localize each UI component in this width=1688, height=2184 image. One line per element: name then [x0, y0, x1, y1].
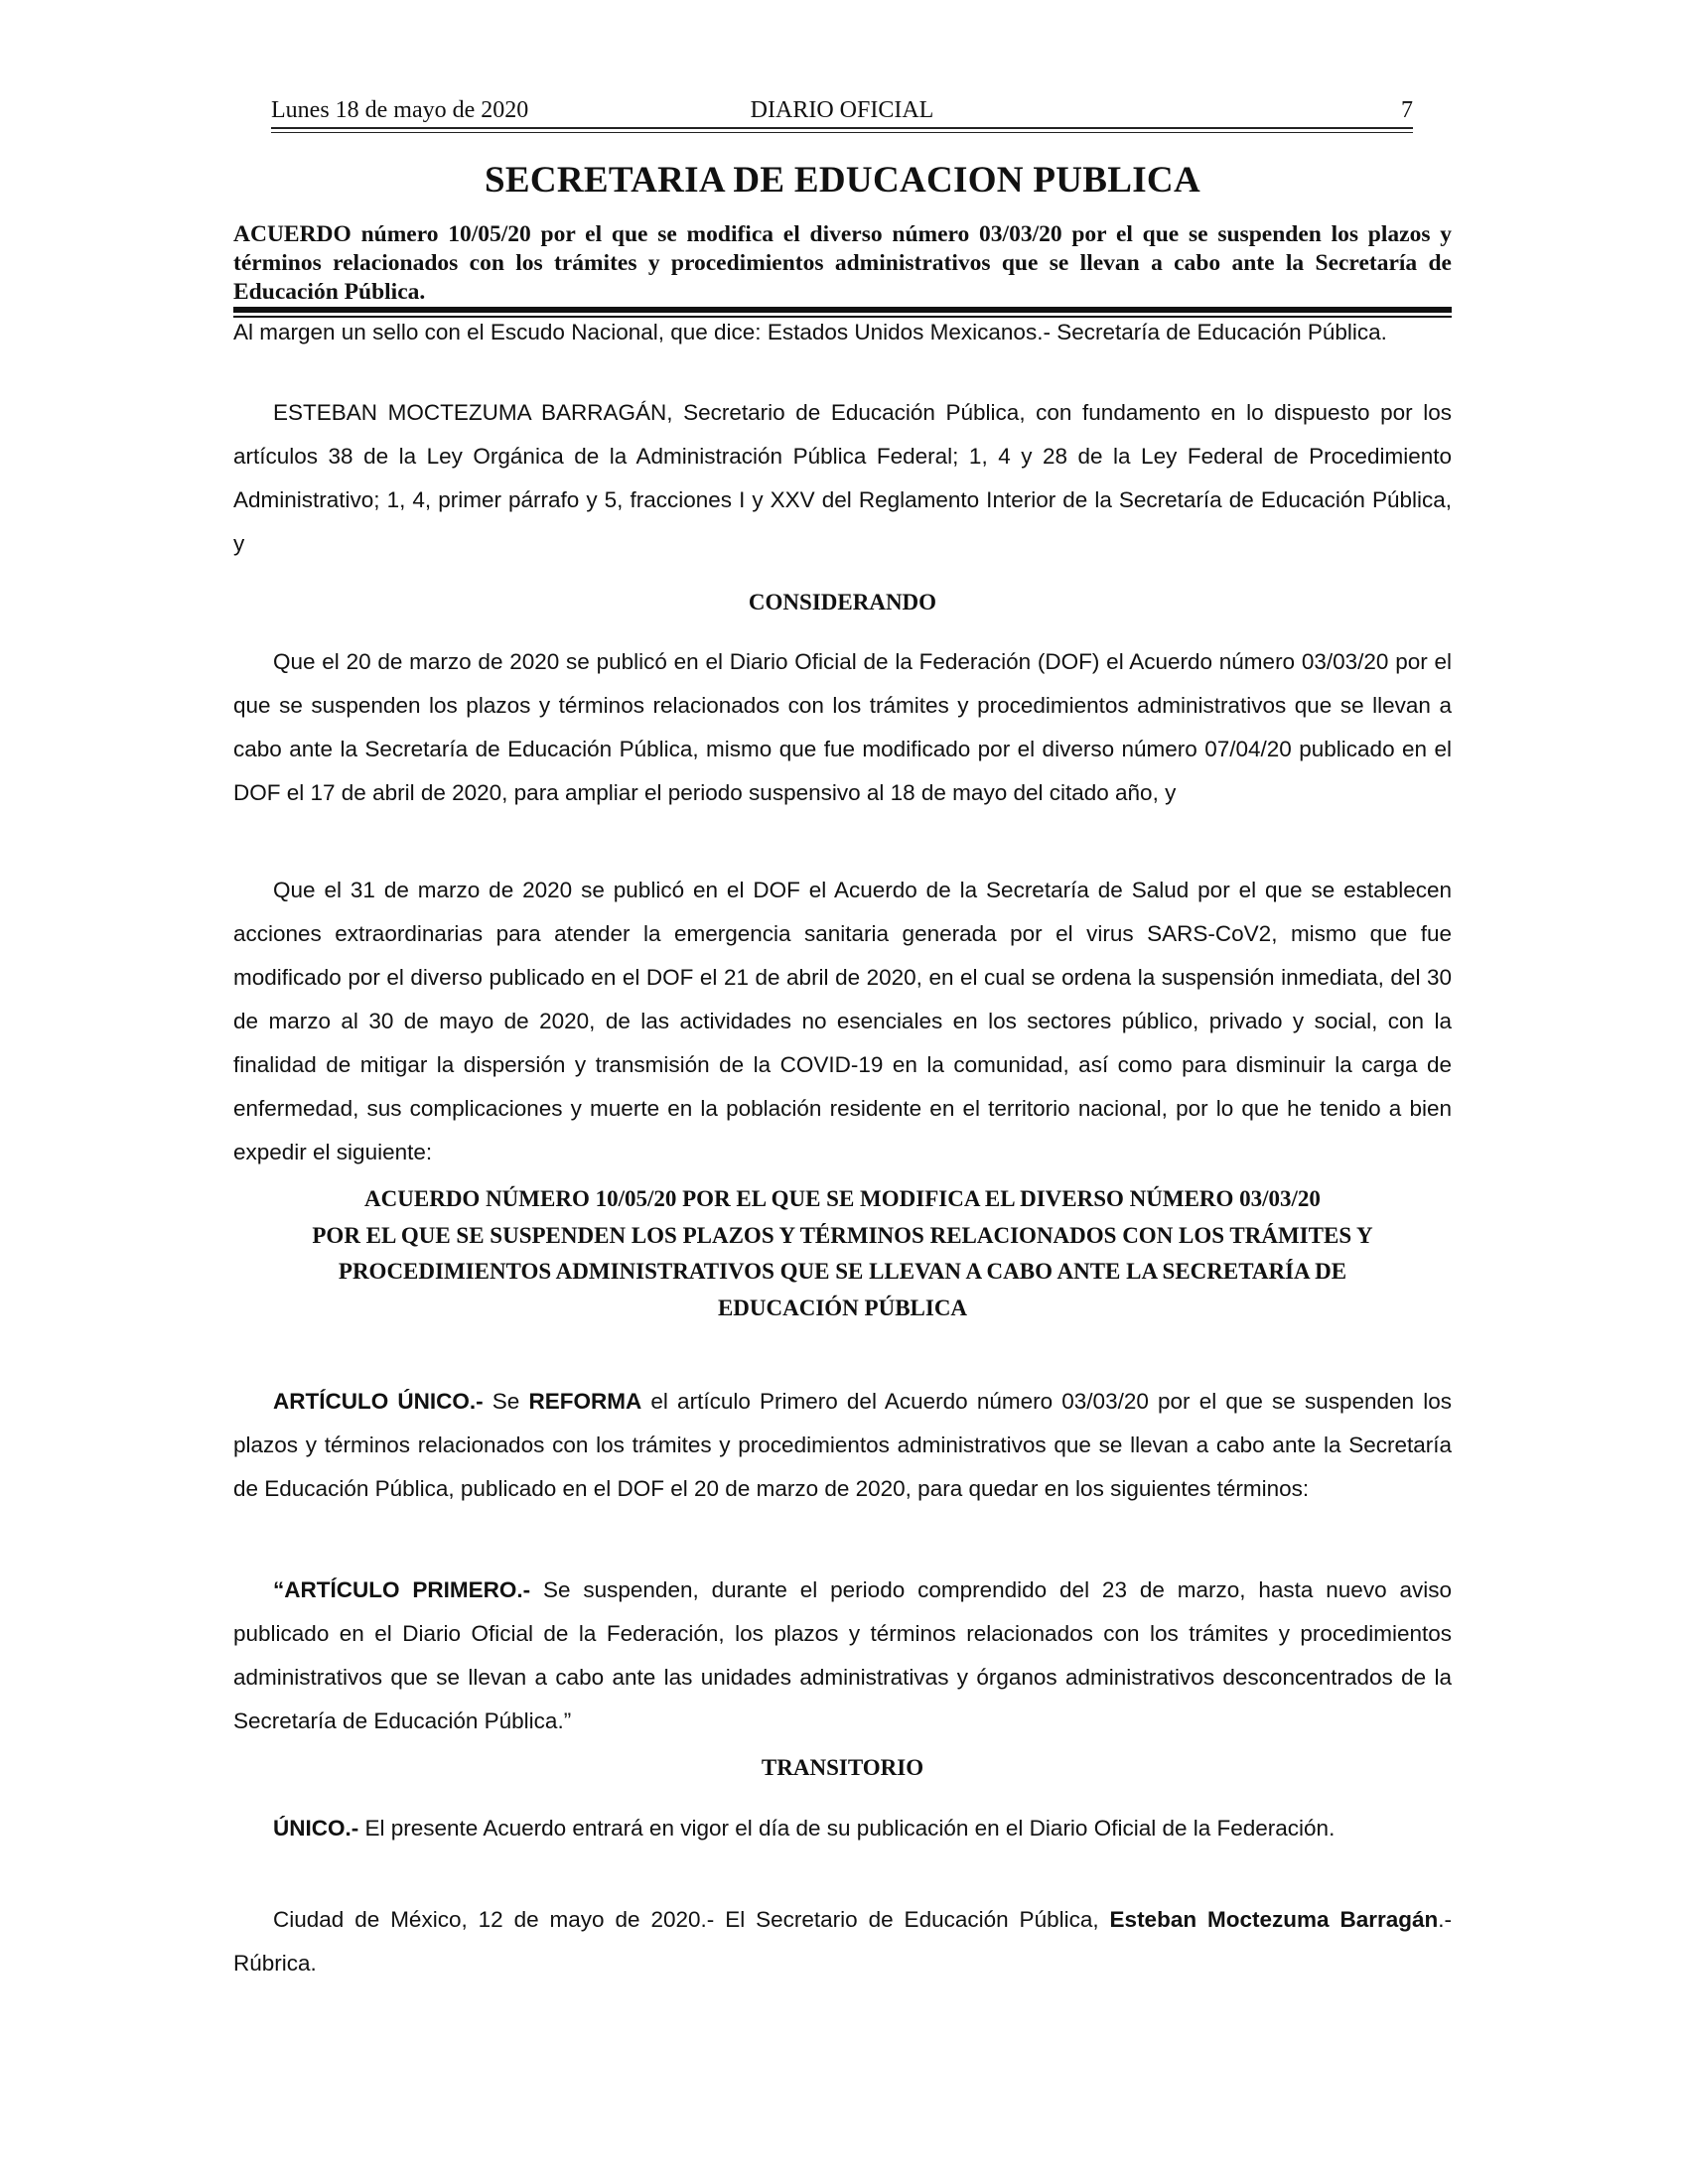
header-date: Lunes 18 de mayo de 2020: [271, 97, 529, 123]
acuerdo-heading-line: POR EL QUE SE SUSPENDEN LOS PLAZOS Y TÉRMINOS RELACIONADOS CON LOS TRÁMITES Y: [312, 1222, 1373, 1248]
acuerdo-heading: [233, 1181, 1452, 1326]
acuerdo-heading-line: EDUCACIÓN PÚBLICA: [717, 1295, 968, 1320]
articulo-primero-text: Se suspenden, durante el periodo comprendido del 23 de marzo, hasta nuevo aviso publicado en el Diario Oficial de la Federación, los plazos y términos relacionados con los trámites y procedimientos administrativos que se llevan a cabo ante las unidades administrativas y órganos administrativos desconcentrados de la Secretaría de Educación Pública.”: [233, 1577, 1452, 1733]
articulo-unico-paragraph: [233, 1380, 1452, 1511]
running-header: [271, 97, 1413, 127]
unico-label: ÚNICO.-: [273, 1816, 359, 1841]
closing-suffix: .- Rúbrica.: [233, 1907, 1452, 1976]
section-title: SECRETARIA DE EDUCACION PUBLICA: [485, 160, 1200, 201]
acuerdo-heading-line: ACUERDO NÚMERO 10/05/20 POR EL QUE SE MODIFICA EL DIVERSO NÚMERO 03/03/20: [364, 1186, 1321, 1211]
header-rule-top: [271, 127, 1413, 129]
decree-title: ACUERDO número 10/05/20 por el que se modifica el diverso número 03/03/20 por el que se suspenden los plazos y términos relacionados con los trámites y procedimientos administrativos que se llevan a cabo ante la Secretaría de Educación Pública.: [233, 221, 1452, 305]
header-rule-bottom: [271, 132, 1413, 133]
unico-paragraph: [233, 1807, 1452, 1850]
articulo-unico-label: ARTÍCULO ÚNICO.-: [273, 1389, 484, 1414]
articulo-unico-text-2: el artículo Primero del Acuerdo número 03/03/20 por el que se suspenden los plazos y términos relacionados con los trámites y procedimientos administrativos que se llevan a cabo ante la Secretaría de Educación Pública, publicado en el DOF el 20 de marzo de 2020, para quedar en los siguientes términos:: [233, 1389, 1452, 1501]
title-rule-thick: [233, 307, 1452, 313]
unico-text: El presente Acuerdo entrará en vigor el día de su publicación en el Diario Oficial de la Federación.: [358, 1816, 1336, 1841]
considerando-heading: CONSIDERANDO: [748, 590, 937, 614]
reforma-keyword: REFORMA: [528, 1389, 642, 1414]
articulo-primero-paragraph: [233, 1569, 1452, 1743]
seal-note: Al margen un sello con el Escudo Nacional, que dice: Estados Unidos Mexicanos.- Secretaría de Educación Pública.: [233, 320, 1387, 344]
closing-text: Ciudad de México, 12 de mayo de 2020.- El Secretario de Educación Pública,: [273, 1907, 1110, 1932]
header-page-number: 7: [1401, 97, 1413, 123]
header-newspaper-name: DIARIO OFICIAL: [750, 97, 934, 123]
transitorio-heading: TRANSITORIO: [761, 1755, 924, 1780]
considerando-paragraph-2: Que el 31 de marzo de 2020 se publicó en el DOF el Acuerdo de la Secretaría de Salud por el que se establecen acciones extraordinarias para atender la emergencia sanitaria generada por el virus SARS-CoV2, mismo que fue modificado por el diverso publicado en el DOF el 21 de abril de 2020, en el cual se ordena la suspensión inmediata, del 30 de marzo al 30 de mayo de 2020, de las actividades no esenciales en los sectores público, privado y social, con la finalidad de mitigar la dispersión y transmisión de la COVID-19 en la comunidad, así como para disminuir la carga de enfermedad, sus complicaciones y muerte en la población residente en el territorio nacional, por lo que he tenido a bien expedir el siguiente:: [233, 878, 1452, 1164]
preamble-paragraph: ESTEBAN MOCTEZUMA BARRAGÁN, Secretario de Educación Pública, con fundamento en lo dispuesto por los artículos 38 de la Ley Orgánica de la Administración Pública Federal; 1, 4 y 28 de la Ley Federal de Procedimiento Administrativo; 1, 4, primer párrafo y 5, fracciones I y XXV del Reglamento Interior de la Secretaría de Educación Pública, y: [233, 400, 1452, 556]
considerando-paragraph-1: Que el 20 de marzo de 2020 se publicó en el Diario Oficial de la Federación (DOF) el Acuerdo número 03/03/20 por el que se suspenden los plazos y términos relacionados con los trámites y procedimientos administrativos que se llevan a cabo ante la Secretaría de Educación Pública, mismo que fue modificado por el diverso número 07/04/20 publicado en el DOF el 17 de abril de 2020, para ampliar el periodo suspensivo al 18 de mayo del citado año, y: [233, 649, 1452, 805]
articulo-unico-text-1: Se: [483, 1389, 529, 1414]
closing-paragraph: [233, 1898, 1452, 1985]
articulo-primero-label: “ARTÍCULO PRIMERO.-: [273, 1577, 531, 1602]
acuerdo-heading-line: PROCEDIMIENTOS ADMINISTRATIVOS QUE SE LLEVAN A CABO ANTE LA SECRETARÍA DE: [338, 1259, 1347, 1284]
signer-name: Esteban Moctezuma Barragán: [1109, 1907, 1439, 1932]
